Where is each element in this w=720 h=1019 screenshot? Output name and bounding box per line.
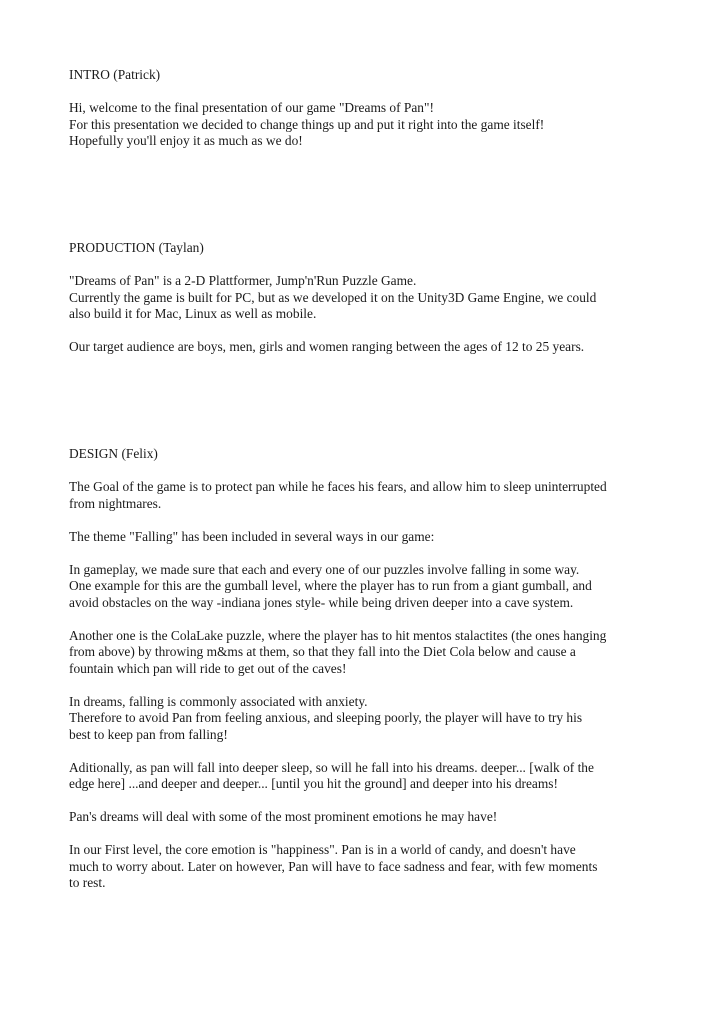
- paragraph: In gameplay, we made sure that each and every one of our puzzles involve falling in some way. One example for this are the gumball level, where the player has to run from a giant gumball, and avoid obstacles on the way -indiana jones style- while being driven deeper into a cave system.: [69, 561, 592, 610]
- section-heading: DESIGN (Felix): [69, 446, 158, 461]
- section-heading: INTRO (Patrick): [69, 67, 161, 82]
- paragraph: In dreams, falling is commonly associated with anxiety. Therefore to avoid Pan from feeling anxious, and sleeping poorly, the player will have to try his best to keep pan from falling!: [69, 693, 583, 742]
- paragraph: The theme "Falling" has been included in several ways in our game:: [69, 528, 435, 544]
- paragraph: "Dreams of Pan" is a 2-D Plattformer, Jump'n'Run Puzzle Game. Currently the game is built for PC, but as we developed it on the Unity3D Game Engine, we could also build it for Mac, Linux as well as mobile.: [69, 273, 597, 321]
- section-design: [69, 446, 680, 892]
- paragraph: Hi, welcome to the final presentation of our game "Dreams of Pan"! For this presentation we decided to change things up and put it right into the game itself! Hopefully you'll enjoy it as much as we do!: [69, 100, 545, 148]
- paragraph: The Goal of the game is to protect pan while he faces his fears, and allow him to sleep uninterrupted from nightmares.: [69, 479, 607, 511]
- section-spacer: [69, 166, 680, 240]
- section-spacer: [69, 372, 680, 446]
- section-production: [69, 240, 680, 356]
- paragraph: Pan's dreams will deal with some of the most prominent emotions he may have!: [69, 809, 498, 824]
- section-intro: [69, 67, 680, 150]
- paragraph: Our target audience are boys, men, girls and women ranging between the ages of 12 to 25 years.: [69, 339, 585, 354]
- section-heading: PRODUCTION (Taylan): [69, 240, 204, 255]
- paragraph: Another one is the ColaLake puzzle, where the player has to hit mentos stalactites (the ones hanging from above) by throwing m&ms at them, so that they fall into the Diet Cola below and cause a fountain which pan will ride to get out of the caves!: [69, 627, 607, 676]
- paragraph: Aditionally, as pan will fall into deeper sleep, so will he fall into his dreams. deeper... [walk of the edge here] ...and deeper and deeper... [until you hit the ground] and deeper into his dreams!: [69, 759, 594, 791]
- paragraph: In our First level, the core emotion is "happiness". Pan is in a world of candy, and doesn't have much to worry about. Later on however, Pan will have to face sadness and fear, with few moments to rest.: [69, 842, 598, 890]
